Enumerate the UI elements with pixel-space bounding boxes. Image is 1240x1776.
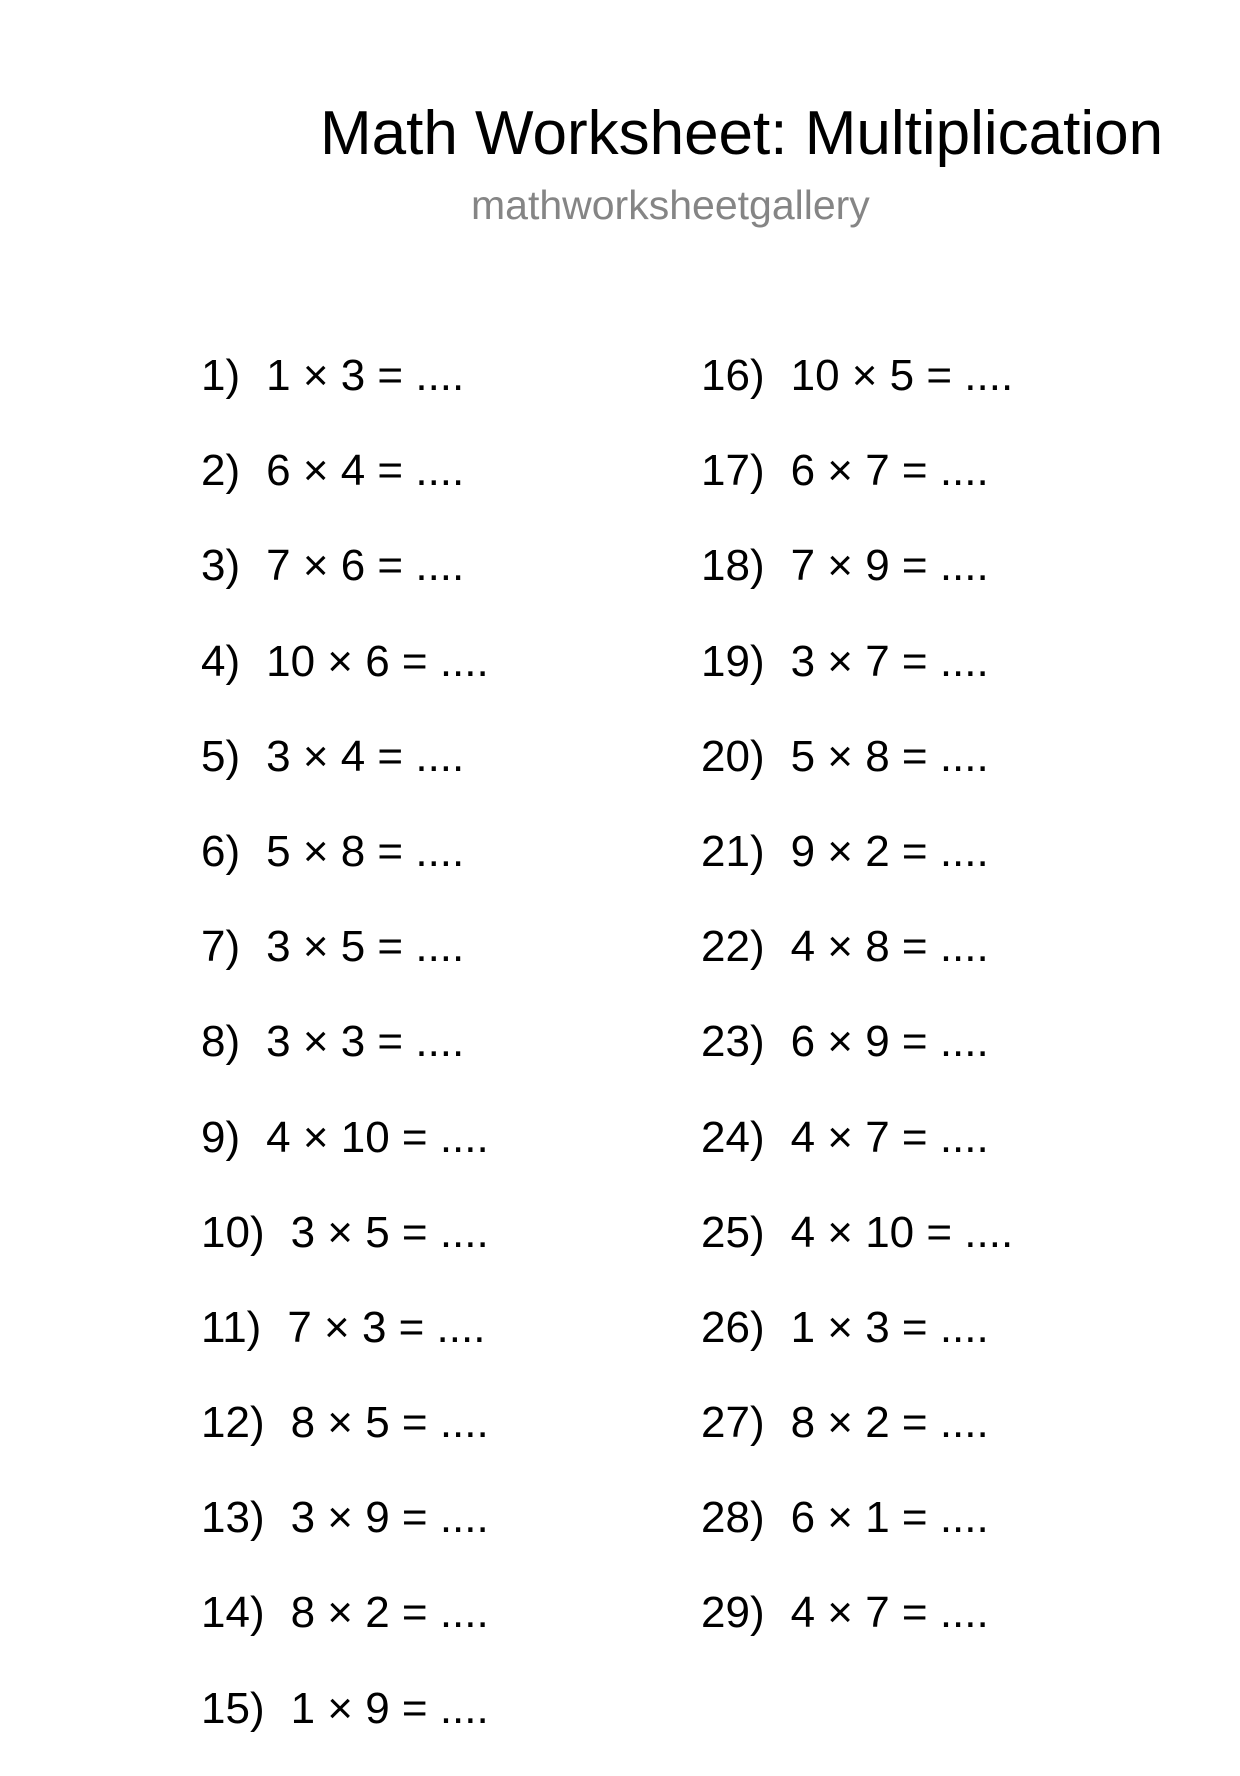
problem-4 <box>201 634 489 729</box>
problem-15 <box>201 1681 489 1776</box>
problem-26 <box>701 1300 1013 1395</box>
problem-20 <box>701 729 1013 824</box>
problem-number: 1) <box>201 351 241 400</box>
problem-expression: 1 × 3 = .... <box>266 351 465 400</box>
problem-number: 3) <box>201 541 241 591</box>
problem-19 <box>701 634 1013 729</box>
problem-25 <box>701 1205 1013 1300</box>
problem-22 <box>701 919 1013 1014</box>
problem-number: 22) <box>701 922 765 972</box>
problem-2 <box>201 443 489 538</box>
problem-expression: 10 × 5 = .... <box>790 351 1014 400</box>
problem-3 <box>201 538 489 633</box>
problem-number: 16) <box>701 351 765 400</box>
problem-expression: 1 × 9 = .... <box>290 1683 489 1733</box>
problem-6 <box>201 824 489 919</box>
problem-number: 25) <box>701 1207 765 1257</box>
problem-number: 9) <box>201 1112 241 1162</box>
problem-18 <box>701 538 1013 633</box>
problem-expression: 3 × 5 = .... <box>290 1207 489 1257</box>
problem-number: 28) <box>701 1493 765 1543</box>
problem-expression: 3 × 4 = .... <box>266 731 465 781</box>
page-subtitle: mathworksheetgallery <box>471 182 870 228</box>
problem-13 <box>201 1490 489 1585</box>
problem-number: 12) <box>201 1398 265 1448</box>
problem-expression: 10 × 6 = .... <box>266 636 489 686</box>
problem-expression: 3 × 9 = .... <box>290 1493 489 1543</box>
problem-number: 26) <box>701 1302 765 1352</box>
problem-number: 17) <box>701 446 765 496</box>
problem-number: 7) <box>201 922 241 972</box>
problem-12 <box>201 1395 489 1490</box>
problem-expression: 4 × 10 = .... <box>266 1112 489 1162</box>
problem-number: 5) <box>201 731 241 781</box>
problem-number: 2) <box>201 446 241 496</box>
problem-21 <box>701 824 1013 919</box>
page-title: Math Worksheet: Multiplication <box>320 99 1164 168</box>
problem-column-right <box>701 348 1013 1681</box>
problem-number: 27) <box>701 1398 765 1448</box>
problem-expression: 4 × 7 = .... <box>790 1588 989 1638</box>
problem-14 <box>201 1585 489 1680</box>
problem-number: 10) <box>201 1207 265 1257</box>
problem-number: 29) <box>701 1588 765 1638</box>
problem-expression: 7 × 6 = .... <box>266 541 465 591</box>
problem-number: 11) <box>201 1302 262 1352</box>
problem-29 <box>701 1585 1013 1680</box>
problem-number: 21) <box>701 826 765 876</box>
problem-number: 8) <box>201 1017 241 1067</box>
problem-number: 19) <box>701 636 765 686</box>
problem-number: 20) <box>701 731 765 781</box>
problem-expression: 7 × 3 = .... <box>287 1302 486 1352</box>
problem-27 <box>701 1395 1013 1490</box>
problem-expression: 1 × 3 = .... <box>790 1302 989 1352</box>
problem-number: 18) <box>701 541 765 591</box>
problem-8 <box>201 1014 489 1109</box>
problem-28 <box>701 1490 1013 1585</box>
problem-expression: 7 × 9 = .... <box>790 541 989 591</box>
problem-number: 23) <box>701 1017 765 1067</box>
problem-16 <box>701 348 1013 443</box>
problem-number: 4) <box>201 636 241 686</box>
problem-expression: 8 × 2 = .... <box>790 1398 989 1448</box>
problem-number: 14) <box>201 1588 265 1638</box>
problem-number: 6) <box>201 826 241 876</box>
problem-11 <box>201 1300 489 1395</box>
problem-expression: 4 × 7 = .... <box>790 1112 989 1162</box>
problem-expression: 9 × 2 = .... <box>790 826 989 876</box>
problem-number: 15) <box>201 1683 265 1733</box>
problem-expression: 3 × 7 = .... <box>790 636 989 686</box>
problem-7 <box>201 919 489 1014</box>
problem-expression: 6 × 7 = .... <box>790 446 989 496</box>
problem-17 <box>701 443 1013 538</box>
problem-expression: 5 × 8 = .... <box>790 731 989 781</box>
problem-expression: 6 × 9 = .... <box>790 1017 989 1067</box>
problem-expression: 3 × 3 = .... <box>266 1017 465 1067</box>
problem-expression: 3 × 5 = .... <box>266 922 465 972</box>
problem-number: 13) <box>201 1493 265 1543</box>
problem-expression: 8 × 5 = .... <box>290 1398 489 1448</box>
problem-1 <box>201 348 489 443</box>
problem-expression: 8 × 2 = .... <box>290 1588 489 1638</box>
problem-expression: 4 × 10 = .... <box>790 1207 1014 1257</box>
problem-expression: 4 × 8 = .... <box>790 922 989 972</box>
problem-5 <box>201 729 489 824</box>
problem-expression: 6 × 4 = .... <box>266 446 465 496</box>
problem-number: 24) <box>701 1112 765 1162</box>
problem-expression: 5 × 8 = .... <box>266 826 465 876</box>
problem-10 <box>201 1205 489 1300</box>
problem-expression: 6 × 1 = .... <box>790 1493 989 1543</box>
problem-9 <box>201 1110 489 1205</box>
problem-column-left <box>201 348 489 1776</box>
problem-24 <box>701 1110 1013 1205</box>
problem-23 <box>701 1014 1013 1109</box>
